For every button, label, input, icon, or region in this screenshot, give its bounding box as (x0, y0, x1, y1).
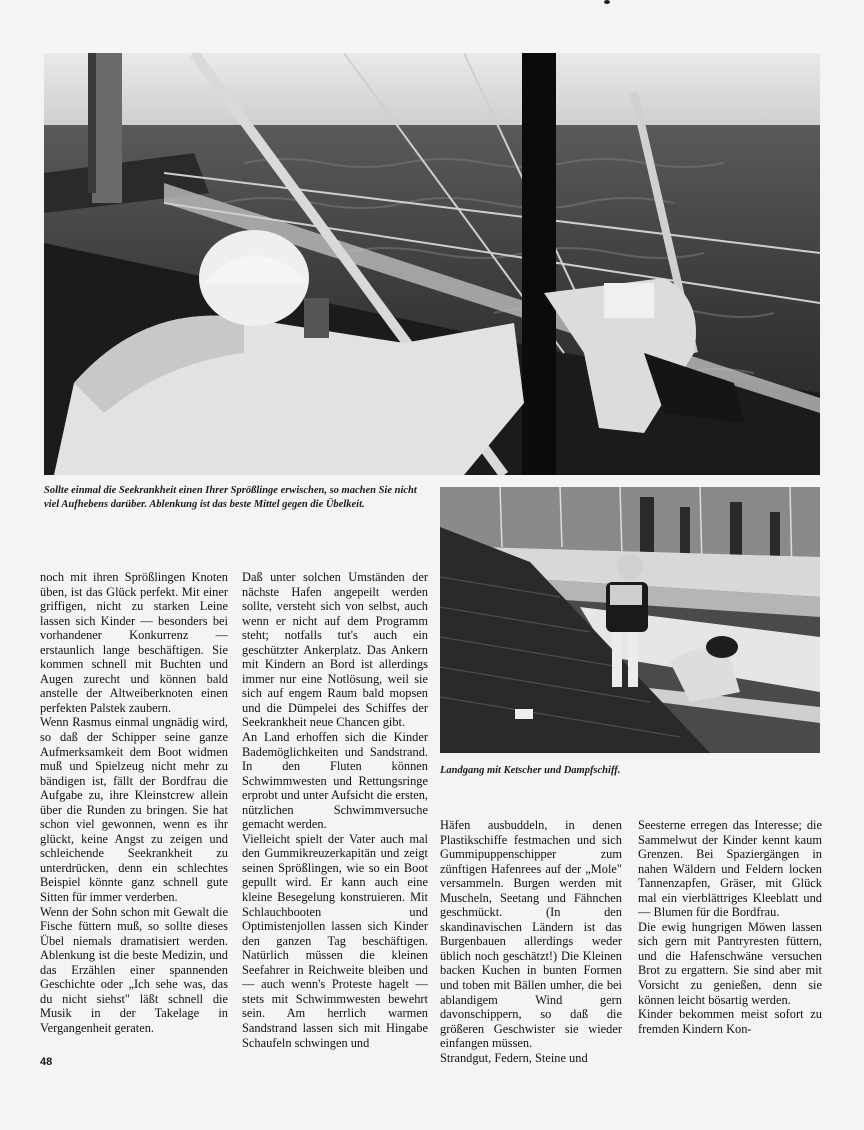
paragraph: Wenn der Sohn schon mit Gewalt die Fische füttern muß, so sollte dieses Übel niemals dramatisiert werden. Ablenkung ist die beste Medizin, und das Erzählen einer spannenden Geschichte oder „Ich sehe was, das du nicht siehst" läßt schnell die Musik in der Takelage in Vergangenheit geraten. (40, 904, 228, 1035)
paragraph: noch mit ihren Sprößlingen Knoten üben, ist das Glück perfekt. Mit einer griffigen, nicht zu starken Leine lassen sich Kinder — besonders bei vorhandener Konkurrenz — erstaunlich lange beschäftigen. Sie kommen schnell mit Buchten und Augen zurecht und können bald anstelle der Altweiberknoten einen perfekten Palstek zaubern. (40, 570, 228, 715)
print-speck (604, 0, 610, 4)
paragraph: Kinder bekommen meist sofort zu fremden Kindern Kon- (638, 1007, 822, 1036)
text-column-4 (638, 818, 822, 1036)
paragraph: Wenn Rasmus einmal ungnädig wird, so daß der Schipper seine ganze Aufmerksamkeit dem Boot widmen muß und Spielzeug nicht mehr zu bändigen ist, fällt der Bordfrau die Aufgabe zu, ihre Kleinstcrew allein über die Runden zu bringen. Sie hat schon viel gewonnen, wenn es ihr glückt, keine Angst zu zeigen und schleichende Seekrankheit zu unterdrücken, denn ein schlechtes Beispiel könnte ganz schnell gute Sitten für immer verderben. (40, 715, 228, 905)
text-column-2 (242, 570, 428, 1050)
paragraph: An Land erhoffen sich die Kinder Bademöglichkeiten und Sandstrand. In den Fluten können Schwimmwesten und Rettungsringe erprobt und unter Aufsicht die ersten, nützlichen Schwimmversuche gemacht werden. (242, 730, 428, 832)
harbor-photo-caption: Landgang mit Ketscher und Dampfschiff. (440, 765, 621, 776)
harbor-photo (440, 487, 820, 753)
paragraph: Häfen ausbuddeln, in denen Plastikschiffe festmachen und sich Gummipuppenschipper zum zünftigen Hafenrees auf der „Mole" versammeln. Burgen werden mit Muscheln, Seetang und Fähnchen geschmückt. (In den skandinavischen Ländern ist das Burgenbauen allerdings weder üblich noch geschätzt!) Die Kleinen backen Kuchen in bunten Formen und toben mit Bällen umher, die bei ablandigem Wind gern davonschippern, so daß die größeren Geschwister sie wieder einfangen müssen. (440, 818, 622, 1051)
paragraph: Seesterne erregen das Interesse; die Sammelwut der Kinder kennt kaum Grenzen. Bei Spaziergängen in nahen Wäldern und Feldern locken Tannenzapfen, Gräser, mit Glück mal ein vierblättriges Kleeblatt und — Blumen für die Bordfrau. (638, 818, 822, 920)
paragraph: Vielleicht spielt der Vater auch mal den Gummikreuzerkapitän und zeigt seinen Sprößlingen, wie so ein Boot gepullt wird. Er kann auch eine kleine Besegelung konstruieren. Mit Schlauchbooten und Optimistenjollen lassen sich Kinder den ganzen Tag beschäftigen. Natürlich müssen die kleinen Seefahrer in Reichweite bleiben und — auch wenn's Proteste hagelt — stets mit Schwimmwesten bewehrt sein. Am herrlich warmen Sandstrand lassen sich mit Hingabe Schaufeln schwingen und (242, 831, 428, 1050)
harbor-photo-icon (440, 487, 820, 753)
sailing-photo-icon (44, 53, 820, 475)
page-number: 48 (40, 1056, 53, 1068)
paragraph: Strandgut, Federn, Steine und (440, 1050, 588, 1065)
text-column-3 (440, 818, 622, 1065)
sailing-photo (44, 53, 820, 475)
text-column-1 (40, 570, 228, 1036)
paragraph: Daß unter solchen Umständen der nächste Hafen angepeilt werden sollte, versteht sich von selbst, auch wenn er nicht auf dem Programm steht; notfalls tut's auch ein geschützter Ankerplatz. Das Ankern mit Kindern an Bord ist allerdings immer nur eine Notlösung, weil sie sich auf engem Raum bald mopsen und die Dümpelei des Schiffes der Seekrankheit neue Chancen gibt. (242, 570, 428, 730)
paragraph: Die ewig hungrigen Möwen lassen sich gern mit Pantryresten füttern, und die Hafenschwäne versuchen Brot zu ergattern. Sie sind aber mit Vorsicht zu genießen, denn sie können leicht bösartig werden. (638, 919, 822, 1007)
sailing-photo-caption: Sollte einmal die Seekrankheit einen Ihrer Sprößlinge erwischen, so machen Sie nicht viel Aufhebens darüber. Ablenkung ist das beste Mittel gegen die Übelkeit. (44, 485, 417, 510)
